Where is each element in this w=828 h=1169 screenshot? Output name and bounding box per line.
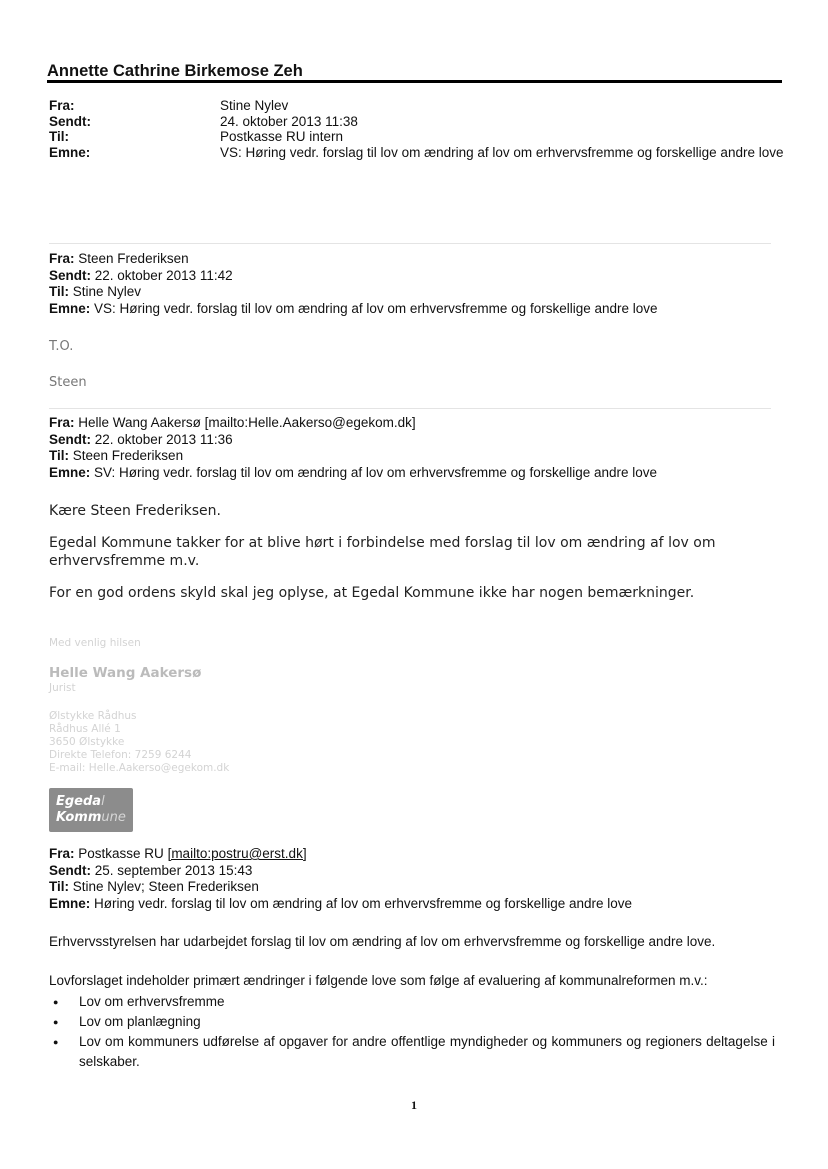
letter-paragraph: For en god ordens skyld skal jeg oplyse, at Egedal Kommune ikke har nogen bemærkninger. <box>49 585 695 601</box>
from-label: Fra: <box>49 415 75 430</box>
from-mailto-link[interactable]: [mailto:postru@erst.dk] <box>167 846 307 861</box>
message-header-2 <box>49 415 657 481</box>
sent-label: Sendt: <box>49 267 91 283</box>
from-value: Postkasse RU <box>78 846 168 861</box>
list-item: ● Lov om erhvervsfremme <box>49 992 775 1012</box>
to-value: Stine Nylev; Steen Frederiksen <box>72 879 259 894</box>
to-value: Steen Frederiksen <box>72 448 184 463</box>
subject-value: VS: Høring vedr. forslag til lov om ændring af lov om erhvervsfremme og forskellige andre love <box>220 144 784 160</box>
subject-label: Emne: <box>49 144 91 160</box>
letter-paragraph: Egedal Kommune takker for at blive hørt i forbindelse med forslag til lov om ændring af lov om erhvervsfremme m.v. <box>49 535 716 569</box>
message-body-signature: Steen <box>49 375 87 390</box>
to-label: Til: <box>49 879 69 894</box>
owner-divider <box>47 80 782 83</box>
sent-value: 22. oktober 2013 11:42 <box>94 267 233 283</box>
signature-phone: Direkte Telefon: 7259 6244 <box>49 749 192 761</box>
body-paragraph: Erhvervsstyrelsen har udarbejdet forslag til lov om ændring af lov om erhvervsfremme og forskellige andre love. <box>49 934 716 949</box>
subject-label: Emne: <box>49 464 91 480</box>
address-line: Ølstykke Rådhus <box>49 710 137 722</box>
message-separator <box>49 243 771 244</box>
list-item: ● Lov om planlægning <box>49 1012 775 1032</box>
egedal-kommune-logo: Egedal Kommune <box>49 788 133 832</box>
subject-value: Høring vedr. forslag til lov om ændring af lov om erhvervsfremme og forskellige andre love <box>94 895 633 911</box>
sent-label: Sendt: <box>49 113 91 129</box>
document-owner-name: Annette Cathrine Birkemose Zeh <box>47 62 303 80</box>
address-line: 3650 Ølstykke <box>49 736 125 748</box>
from-label: Fra: <box>49 251 75 266</box>
address-line: Rådhus Allé 1 <box>49 723 121 735</box>
message-header-3 <box>49 846 632 912</box>
message-body-to: T.O. <box>49 339 74 354</box>
top-email-header <box>49 98 789 160</box>
sent-label: Sendt: <box>49 862 91 878</box>
to-label: Til: <box>49 284 69 299</box>
sent-value: 24. oktober 2013 11:38 <box>220 113 358 129</box>
to-value: Postkasse RU intern <box>220 129 344 144</box>
list-item: ● Lov om kommuners udførelse af opgaver for andre offentlige myndigheder og kommuners og regioners deltagelse i selskaber. <box>49 1032 775 1072</box>
to-label: Til: <box>49 129 69 144</box>
subject-label: Emne: <box>49 895 91 911</box>
signature-title: Jurist <box>49 682 76 694</box>
body-paragraph: Lovforslaget indeholder primært ændringer i følgende love som følge af evaluering af kommunalreformen m.v.: <box>49 973 708 988</box>
from-label: Fra: <box>49 846 75 861</box>
signature-name: Helle Wang Aakersø <box>49 665 202 681</box>
bullet-list <box>49 992 775 1072</box>
sent-label: Sendt: <box>49 431 91 447</box>
subject-value: SV: Høring vedr. forslag til lov om ændring af lov om erhvervsfremme og forskellige andre love <box>94 464 658 480</box>
page-number: 1 <box>411 1098 417 1112</box>
to-value: Stine Nylev <box>72 284 142 299</box>
sent-value: 22. oktober 2013 11:36 <box>94 431 233 447</box>
to-label: Til: <box>49 448 69 463</box>
sent-value: 25. september 2013 15:43 <box>94 862 253 878</box>
from-value: Stine Nylev <box>220 98 289 113</box>
subject-label: Emne: <box>49 300 91 316</box>
closing-text: Med venlig hilsen <box>49 637 141 649</box>
from-value: Helle Wang Aakersø [mailto:Helle.Aakerso@egekom.dk] <box>78 415 416 430</box>
subject-value: VS: Høring vedr. forslag til lov om ændring af lov om erhvervsfremme og forskellige andre love <box>94 300 658 316</box>
message-header-1 <box>49 251 658 317</box>
message-separator <box>49 408 771 409</box>
from-label: Fra: <box>49 98 75 113</box>
from-value: Steen Frederiksen <box>78 251 189 266</box>
signature-address <box>49 710 229 775</box>
letter-greeting: Kære Steen Frederiksen. <box>49 503 221 519</box>
signature-email: E-mail: Helle.Aakerso@egekom.dk <box>49 762 230 774</box>
